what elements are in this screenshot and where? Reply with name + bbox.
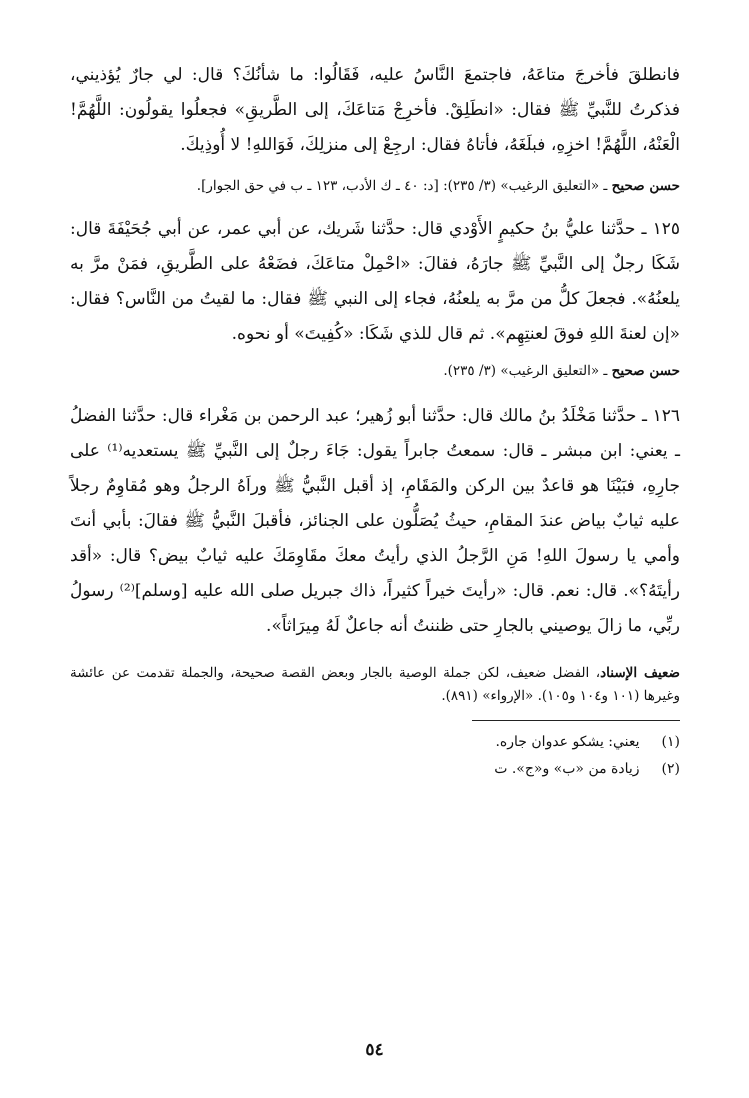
footnote-item (70, 756, 680, 783)
grade-reference: ـ «التعليق الرغيب» (٣/ ٢٣٥). (443, 363, 612, 379)
page-number: ٥٤ (365, 1040, 384, 1060)
hadith-126-text: ١٢٦ ـ حدَّثنا مَخْلَدُ بنُ مالك قال: حدَّثنا أبو زُهير؛ عبد الرحمن بن مَغْراء قال: حدَّثنا الفضلُ ـ يعني: ابن مبشر ـ قال: سمعتُ جابراً يقول: جَاءَ رجلٌ إلى النَّبيِّ ﷺ يستعديه⁽¹⁾ على جارِهِ، فبَيْنَا هو قاعدٌ بين الركن والمَقَامِ، إذ أقبل النَّبيُّ ﷺ وراَهُ الرجلُ وهو مُقاوِمٌ رجلاً عليه ثيابٌ بياض عندَ المقامِ، حيثُ يُصَلُّون على الجنائز، فأقبلَ النَّبيُّ ﷺ فقالَ: بأبي أنتَ وأمي يا رسولَ اللهِ! مَنِ الرَّجلُ الذي رأيتُ معكَ مقَاوِمَكَ عليه ثيابٌ بيض؟ قال: «أقد رأيتَهُ؟». قال: نعم. قال: «رأيتَ خيراً كثيراً، ذاك جبريل صلى الله عليه [وسلم]⁽²⁾ رسولُ ربِّي، ما زالَ يوصيني بالجارِ حتى ظننتُ أنه جاعلٌ لَهُ مِيرَاثاً». (70, 406, 680, 636)
grade-label: حسن صحيح (611, 178, 680, 194)
hadith-continuation-text: فانطلقَ فأخرجَ متاعَهُ، فاجتمعَ النَّاسُ عليه، فَقَالُوا: ما شأنُكَ؟ قال: لي جارٌ يُؤذيني، فذكرتُ للنَّبيِّ ﷺ فقال: «انطَلِقْ. فأخرِجْ مَتاعَكَ، إلى الطَّريقِ» فجعلُوا يقولُون: اللَّهُمَّ! الْعَنْهُ، اللَّهُمَّ! اخزِهِ، فبلَغَهُ، فأتاهُ فقال: ارجِعْ إلى منزلِكَ، فَوَاللهِ! لا أُوذِيكَ. (70, 65, 680, 155)
footnote-divider (472, 720, 680, 721)
footnotes-section (70, 729, 680, 783)
footnote-item (70, 729, 680, 756)
hadith-grade-note (70, 360, 680, 383)
grade-reference: ـ «التعليق الرغيب» (٣/ ٢٣٥): [د: ٤٠ ـ ك الأدب، ١٢٣ ـ ب في حق الجوار]. (196, 178, 612, 194)
grade-reference: ، الفضل ضعيف، لكن جملة الوصية بالجار وبعض القصة صحيحة، والجملة تقدمت عن عائشة وغيرها (١٠١ و١٠٤ و١٠٥). «الإرواء» (٨٩١). (70, 665, 680, 704)
footnote-text: زيادة من «ب» و«ج». ت (494, 761, 640, 777)
footnote-text: يعني: يشكو عدوان جاره. (495, 734, 640, 750)
hadith-grade-note (70, 662, 680, 708)
grade-label: حسن صحيح (611, 363, 680, 379)
page-body (70, 58, 680, 783)
grade-label: ضعيف الإسناد (600, 665, 681, 681)
hadith-grade-note (70, 175, 680, 198)
hadith-125-text: ١٢٥ ـ حدَّثنا عليُّ بنُ حكيمٍ الأَوْدي قال: حدَّثنا شَريك، عن أبي عمر، عن أبي جُحَيْفَةَ قال: شَكَا رجلٌ إلى النَّبيِّ ﷺ جارَهُ، فقالَ: «احْمِلْ متاعَكَ، فضَعْهُ على الطَّريقِ، فمَنْ مرَّ به يلعنُهُ». فجعلَ كلُّ من مرَّ به يلعنُهُ، فجاء إلى النبي ﷺ فقال: ما لقيتُ من النَّاس؟ فقال: «إن لعنةَ اللهِ فوقَ لعنتِهِم». ثم قال للذي شَكَا: «كُفِيتَ» أو نحوه. (70, 219, 680, 344)
footnote-number: (٢) (661, 761, 680, 777)
footnote-number: (١) (661, 734, 680, 750)
